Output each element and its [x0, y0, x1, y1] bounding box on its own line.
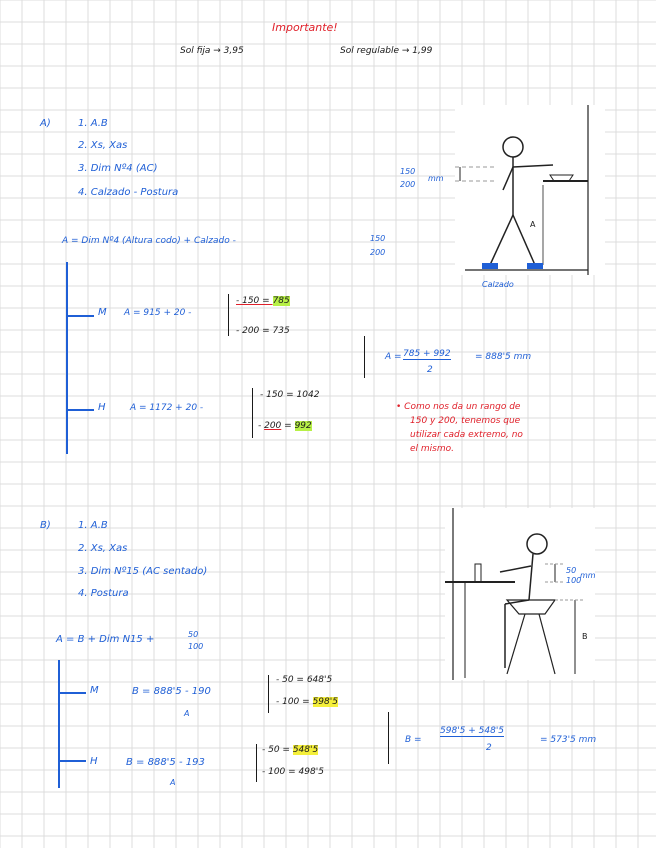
- section-a-calc1-line2: - 200 = 735: [236, 326, 290, 336]
- standing-figure-illustration: [455, 105, 605, 275]
- section-b-tree-line: [58, 660, 60, 788]
- section-b-calc1-line1: - 50 = 648'5: [276, 675, 333, 685]
- section-a-calc1-line1-wrap: [236, 296, 290, 306]
- range-unit: mm: [428, 174, 444, 183]
- section-b-calc2-sub: A: [170, 778, 176, 787]
- section-b-calc1-sub: A: [184, 709, 190, 718]
- section-a-calc1-line1-value: 785: [272, 296, 290, 306]
- standing-figure-caption: Calzado: [482, 280, 514, 289]
- section-b-result-post: = 573'5 mm: [540, 735, 597, 745]
- section-a-result-den: 2: [427, 365, 433, 375]
- section-a-item-1: 1. A.B: [78, 118, 108, 129]
- section-a-calc2-line2-value: 992: [294, 421, 312, 431]
- range-label-top: 150: [400, 167, 416, 176]
- section-a-calc2-expr: A = 1172 + 20 -: [130, 403, 204, 413]
- seated-figure-range-top: 50: [566, 566, 577, 575]
- section-a-formula: A = Dim Nº4 (Altura codo) + Calzado -: [62, 236, 236, 246]
- section-a-calc1-expr: A = 915 + 20 -: [124, 308, 192, 318]
- section-a-calc2-index: H: [98, 402, 106, 413]
- section-a-note-2: 150 y 200, tenemos que: [410, 416, 521, 426]
- section-a-calc2-line2-under: 200: [264, 421, 282, 431]
- section-b-item-2: 2. Xs, Xas: [78, 543, 128, 554]
- range-label-bottom: 200: [400, 180, 416, 189]
- section-b-calc2-line2: - 100 = 498'5: [262, 767, 324, 777]
- section-b-calc2-line1-wrap: [262, 745, 318, 755]
- section-a-note-1: • Como nos da un rango de: [396, 402, 521, 412]
- section-a-calc2-line2-pre: -: [258, 421, 265, 431]
- seated-figure-side-label: B: [582, 632, 588, 641]
- section-b-calc2-line1: - 50 =: [262, 745, 293, 755]
- section-a-formula-range-top: 150: [370, 234, 386, 243]
- sol-fija-text: Sol fija → 3,95: [180, 46, 244, 56]
- section-b-branch-2: [58, 760, 86, 762]
- section-a-note-3: utilizar cada extremo, no: [410, 430, 523, 440]
- section-a-result-pre: A =: [385, 352, 402, 362]
- section-a-branch-1: [66, 315, 94, 317]
- section-b-calc1-line2-value: 598'5: [312, 697, 338, 707]
- section-a-tree-line: [66, 262, 68, 454]
- section-a-branch-2: [66, 409, 94, 411]
- section-a-result-post: = 888'5 mm: [475, 352, 532, 362]
- section-b-result-num: 598'5 + 548'5: [440, 726, 505, 736]
- section-a-calc2-line2-mid: =: [281, 421, 295, 431]
- section-a-calc1-index: M: [98, 307, 107, 318]
- section-a-result-brace: [364, 336, 365, 378]
- section-a-calc1-line1: - 150 =: [236, 296, 273, 306]
- section-b-formula: A = B + Dim N15 +: [56, 634, 155, 645]
- section-b-formula-range-top: 50: [188, 630, 199, 639]
- section-b-branch-1: [58, 692, 86, 694]
- section-b-result-brace: [388, 712, 389, 764]
- standing-figure-side-label: A: [530, 220, 536, 229]
- section-b-formula-range-bottom: 100: [188, 642, 204, 651]
- section-b-calc2-index: H: [90, 756, 98, 767]
- seated-figure-range-unit: mm: [580, 571, 596, 580]
- section-a-calc2-brace: [252, 388, 253, 438]
- section-b-result-pre: B =: [405, 735, 422, 745]
- section-a-label: A): [40, 118, 51, 129]
- section-b-calc1-line2-wrap: [276, 697, 338, 707]
- section-b-calc1-index: M: [90, 685, 99, 696]
- sol-regulable-text: Sol regulable → 1,99: [340, 46, 433, 56]
- section-a-item-3: 3. Dim Nº4 (AC): [78, 163, 158, 174]
- section-b-item-1: 1. A.B: [78, 520, 108, 531]
- section-b-calc2-brace: [256, 744, 257, 782]
- section-b-label: B): [40, 520, 51, 531]
- section-b-calc2-line1-value: 548'5: [292, 745, 319, 755]
- section-a-item-4: 4. Calzado - Postura: [78, 187, 179, 198]
- section-b-calc1-expr: B = 888'5 - 190: [132, 686, 211, 697]
- section-b-result-den: 2: [486, 743, 492, 753]
- section-a-item-2: 2. Xs, Xas: [78, 140, 128, 151]
- section-a-note-4: el mismo.: [410, 444, 454, 454]
- section-b-calc1-brace: [268, 675, 269, 713]
- section-a-calc1-brace: [228, 294, 229, 336]
- seated-figure-illustration: [445, 508, 595, 680]
- section-b-calc2-expr: B = 888'5 - 193: [126, 757, 205, 768]
- section-a-formula-range-bottom: 200: [370, 248, 386, 257]
- seated-figure-range-bottom: 100: [566, 576, 582, 585]
- section-a-result-num: 785 + 992: [403, 349, 451, 359]
- page-title: Importante!: [272, 21, 338, 34]
- section-a-calc2-line2-wrap: [258, 421, 312, 431]
- section-b-item-3: 3. Dim Nº15 (AC sentado): [78, 566, 208, 577]
- section-b-item-4: 4. Postura: [78, 588, 129, 599]
- section-a-calc2-line1: - 150 = 1042: [260, 390, 320, 400]
- section-b-calc1-line2: - 100 =: [276, 697, 313, 707]
